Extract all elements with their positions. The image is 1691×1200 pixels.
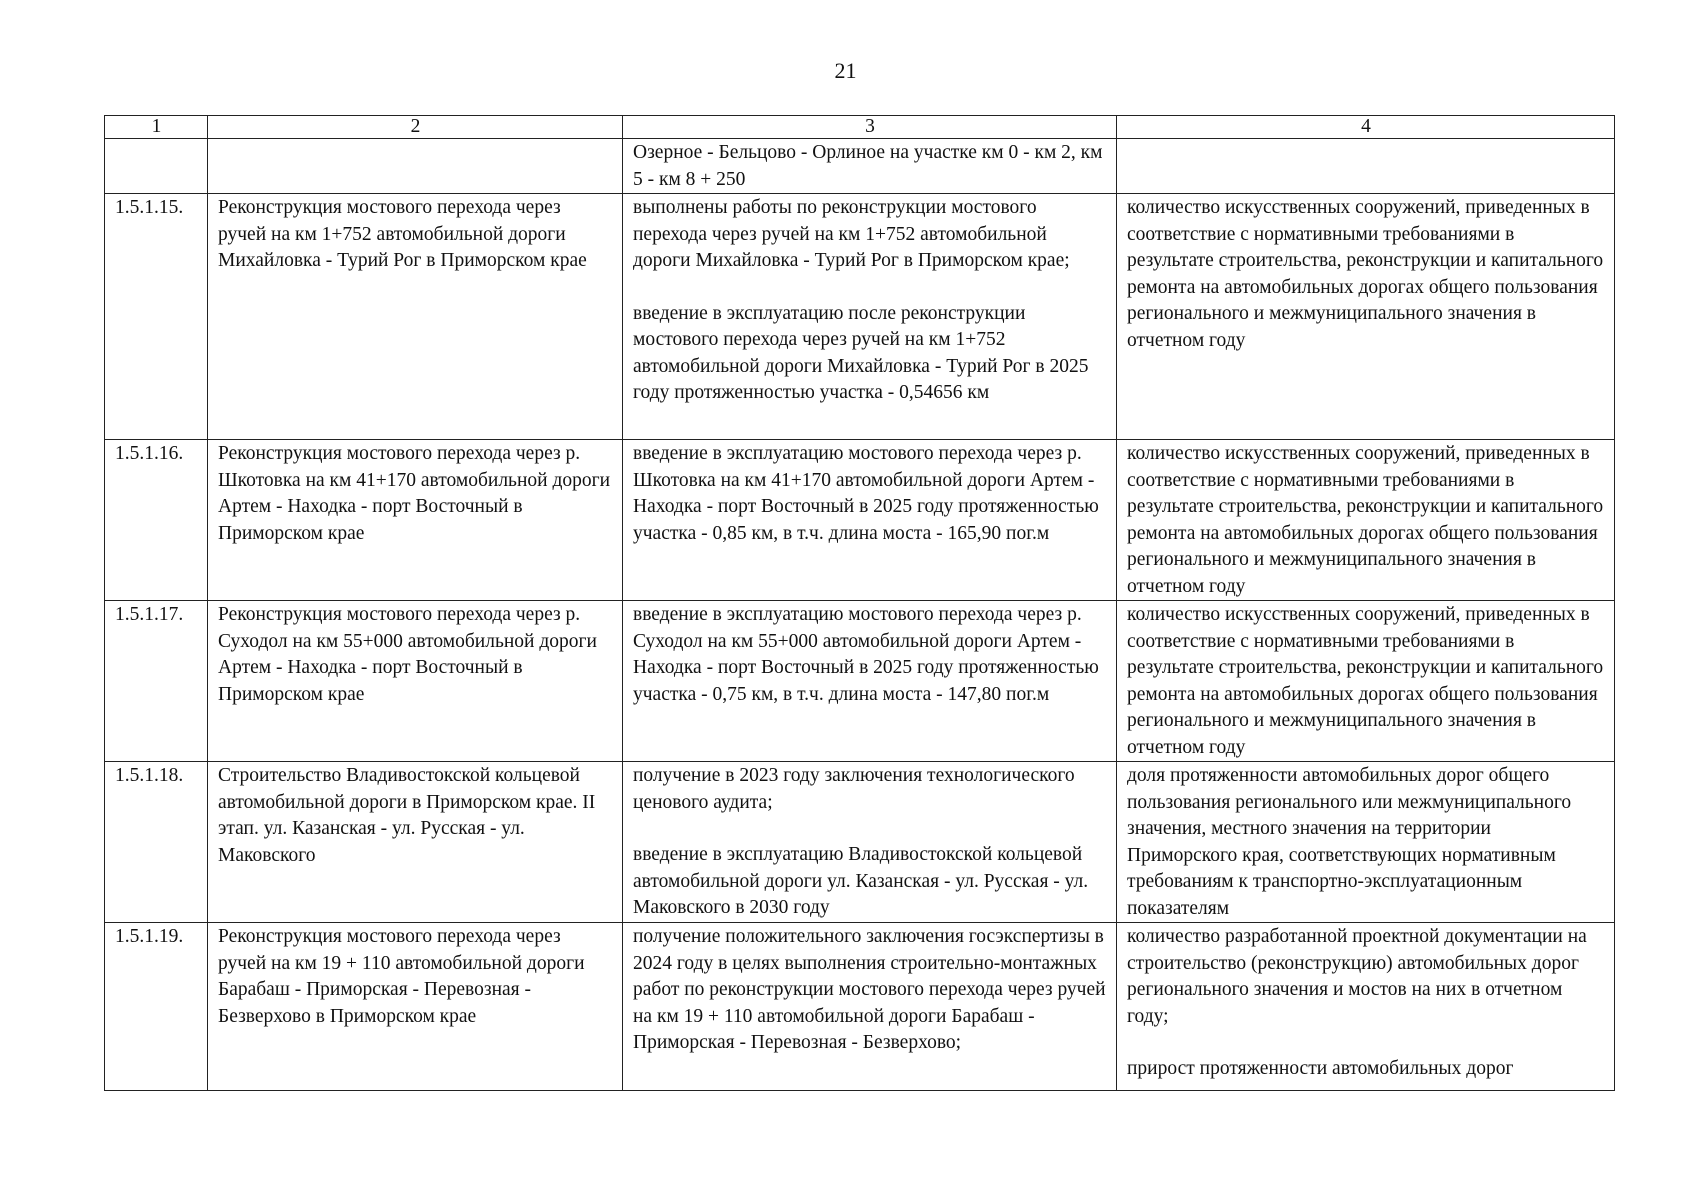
- table-row: [105, 762, 1615, 923]
- item-title: Строительство Владивостокской кольцевой автомобильной дороги в Приморском крае. II этап. ул. Казанская - ул. Русская - ул. Маковского: [208, 762, 623, 923]
- item-indicators: [1117, 601, 1615, 762]
- column-header-2: 2: [208, 116, 623, 139]
- item-number: 1.5.1.16.: [105, 440, 208, 601]
- result-paragraph: получение положительного заключения госэкспертизы в 2024 году в целях выполнения строительно-монтажных работ по реконструкции мостового перехода через ручей на км 19 + 110 автомобильной дороги Барабаш - Приморская - Перевозная - Безверхово;: [633, 926, 1106, 1053]
- item-indicators: [1117, 440, 1615, 601]
- item-title: Реконструкция мостового перехода через р. Шкотовка на км 41+170 автомобильной дороги Артем - Находка - порт Восточный в Приморском крае: [208, 440, 623, 601]
- indicator-paragraph: количество искусственных сооружений, приведенных в соответствие с нормативными требованиями в результате строительства, реконструкции и капитального ремонта на автомобильных дорогах общего пользования регионального и межмуниципального значения в отчетном году: [1127, 443, 1604, 597]
- result-paragraph: введение в эксплуатацию после реконструкции мостового перехода через ручей на км 1+752 автомобильной дороги Михайловка - Турий Рог в 2025 году протяженностью участка - 0,54656 км: [633, 302, 1089, 403]
- result-paragraph: введение в эксплуатацию Владивостокской кольцевой автомобильной дороги ул. Казанская - ул. Русская - ул. Маковского в 2030 году: [633, 844, 1089, 918]
- item-title: Реконструкция мостового перехода через р. Суходол на км 55+000 автомобильной дороги Артем - Находка - порт Восточный в Приморском крае: [208, 601, 623, 762]
- item-title: Реконструкция мостового перехода через ручей на км 19 + 110 автомобильной дороги Барабаш - Приморская - Перевозная - Безверхово в Приморском крае: [208, 923, 623, 1091]
- indicator-paragraph: количество искусственных сооружений, приведенных в соответствие с нормативными требованиями в результате строительства, реконструкции и капитального ремонта на автомобильных дорогах общего пользования регионального и межмуниципального значения в отчетном году: [1127, 604, 1604, 758]
- column-header-4: 4: [1117, 116, 1615, 139]
- header-row: [105, 116, 1615, 139]
- column-header-3: 3: [623, 116, 1117, 139]
- item-results: [623, 194, 1117, 440]
- table-row: [105, 601, 1615, 762]
- indicator-paragraph: доля протяженности автомобильных дорог общего пользования регионального или межмуниципального значения, местного значения на территории Приморского края, соответствующих нормативным требованиям к транспортно-эксплуатационным показателям: [1127, 765, 1572, 919]
- table-row: [105, 440, 1615, 601]
- indicator-paragraph: количество искусственных сооружений, приведенных в соответствие с нормативными требованиями в результате строительства, реконструкции и капитального ремонта на автомобильных дорогах общего пользования регионального и межмуниципального значения в отчетном году: [1127, 197, 1604, 351]
- item-number: 1.5.1.19.: [105, 923, 208, 1091]
- table-row: [105, 923, 1615, 1091]
- result-paragraph: выполнены работы по реконструкции мостового перехода через ручей на км 1+752 автомобильной дороги Михайловка - Турий Рог в Приморском крае;: [633, 197, 1070, 271]
- item-results: [623, 601, 1117, 762]
- table-row: [105, 194, 1615, 440]
- continuation-cell-1: [105, 139, 208, 194]
- continuation-cell-3: Озерное - Бельцово - Орлиное на участке км 0 - км 2, км 5 - км 8 + 250: [623, 139, 1117, 194]
- result-paragraph: получение в 2023 году заключения технологического ценового аудита;: [633, 765, 1075, 813]
- item-indicators: [1117, 923, 1615, 1091]
- item-results: [623, 762, 1117, 923]
- item-number: 1.5.1.15.: [105, 194, 208, 440]
- column-header-1: 1: [105, 116, 208, 139]
- item-results: [623, 923, 1117, 1091]
- item-title: Реконструкция мостового перехода через ручей на км 1+752 автомобильной дороги Михайловка - Турий Рог в Приморском крае: [208, 194, 623, 440]
- result-paragraph: введение в эксплуатацию мостового перехода через р. Шкотовка на км 41+170 автомобильной дороги Артем - Находка - порт Восточный в 2025 году протяженностью участка - 0,85 км, в т.ч. длина моста - 165,90 пог.м: [633, 443, 1099, 544]
- item-number: 1.5.1.18.: [105, 762, 208, 923]
- indicator-paragraph: прирост протяженности автомобильных дорог: [1127, 1058, 1514, 1079]
- continuation-cell-4: [1117, 139, 1615, 194]
- program-table: [104, 115, 1615, 1091]
- item-indicators: [1117, 194, 1615, 440]
- item-indicators: [1117, 762, 1615, 923]
- item-number: 1.5.1.17.: [105, 601, 208, 762]
- page-number: 21: [834, 58, 857, 83]
- item-results: [623, 440, 1117, 601]
- continuation-cell-2: [208, 139, 623, 194]
- result-paragraph: введение в эксплуатацию мостового перехода через р. Суходол на км 55+000 автомобильной дороги Артем - Находка - порт Восточный в 2025 году протяженностью участка - 0,75 км, в т.ч. длина моста - 147,80 пог.м: [633, 604, 1099, 705]
- continuation-row: [105, 139, 1615, 194]
- indicator-paragraph: количество разработанной проектной документации на строительство (реконструкцию) автомобильных дорог регионального значения и мостов на них в отчетном году;: [1127, 926, 1587, 1027]
